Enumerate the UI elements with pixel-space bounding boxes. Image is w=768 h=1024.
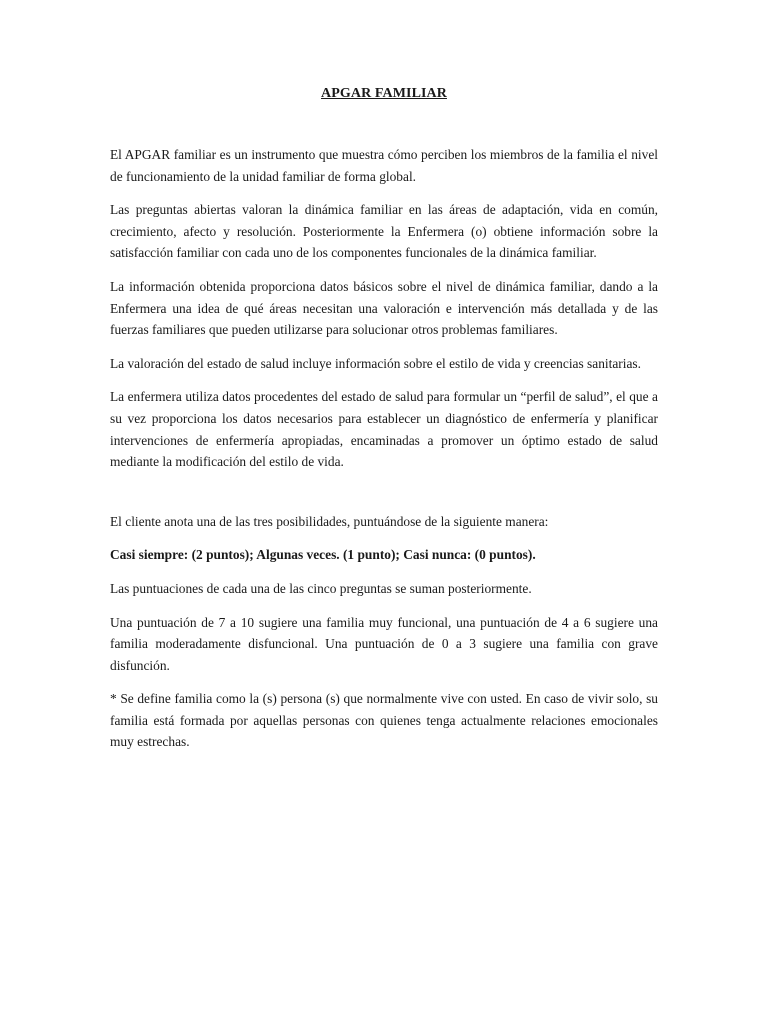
paragraph-health-assessment: La valoración del estado de salud incluye información sobre el estilo de vida y creencias sanitarias. (110, 355, 641, 371)
paragraph-health-profile: La enfermera utiliza datos procedentes del estado de salud para formular un “perfil de salud”, el que a su vez proporciona los datos necesarios para establecer un diagnóstico de enfermería y planificar intervenciones de enfermería apropiadas, encaminadas a promover un óptimo estado de salud mediante la modificación del estilo de vida. (110, 389, 658, 470)
document-body (110, 144, 658, 765)
paragraph-scoring-values: Casi siempre: (2 puntos); Algunas veces. (1 punto); Casi nunca: (0 puntos). (110, 547, 536, 563)
paragraph-scoring-intro: El cliente anota una de las tres posibilidades, puntuándose de la siguiente manera: (110, 513, 549, 529)
paragraph-scoring-interpretation: Una puntuación de 7 a 10 sugiere una familia muy funcional, una puntuación de 4 a 6 sugiere una familia moderadamente disfuncional. Una puntuación de 0 a 3 sugiere una familia con grave disfunción. (110, 614, 658, 673)
paragraph-definition: El APGAR familiar es un instrumento que muestra cómo perciben los miembros de la familia el nivel de funcionamiento de la unidad familiar de forma global. (110, 147, 658, 184)
paragraph-family-definition: * Se define familia como la (s) persona (s) que normalmente vive con usted. En caso de vivir solo, su familia está formada por aquellas personas con quienes tenga actualmente relaciones emocionales muy estrechas. (110, 691, 658, 750)
paragraph-scoring-sum: Las puntuaciones de cada una de las cinco preguntas se suman posteriormente. (110, 580, 532, 596)
paragraph-open-questions: Las preguntas abiertas valoran la dinámica familiar en las áreas de adaptación, vida en común, crecimiento, afecto y resolución. Posteriormente la Enfermera (o) obtiene información sobre la satisfacción familiar con cada uno de los componentes funcionales de la dinámica familiar. (110, 202, 658, 261)
document-title: APGAR FAMILIAR (321, 86, 447, 101)
paragraph-information-obtained: La información obtenida proporciona datos básicos sobre el nivel de dinámica familiar, dando a la Enfermera una idea de qué áreas necesitan una valoración e intervención más detallada y de las fuerzas familiares que pueden utilizarse para solucionar otros problemas familiares. (110, 278, 658, 338)
